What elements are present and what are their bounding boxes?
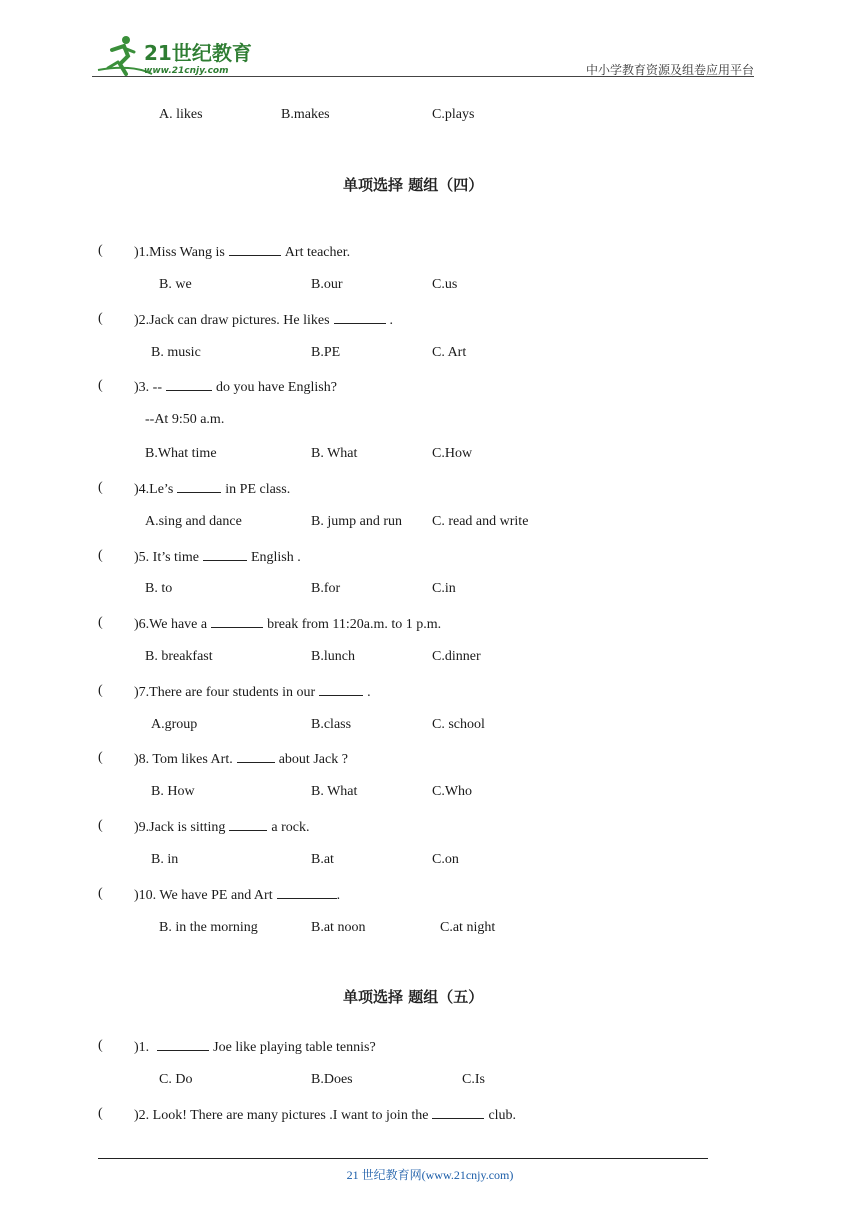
question-text: )9.Jack is sitting a rock.	[134, 820, 310, 835]
question-paren: (	[98, 548, 103, 563]
question-paren: (	[98, 750, 103, 765]
question-paren: (	[98, 615, 103, 630]
option-c: C.dinner	[432, 649, 481, 664]
answer-blank	[319, 683, 363, 696]
section-title: 单项选择 题组（五）	[343, 988, 484, 1006]
question-text: )10. We have PE and Art .	[134, 888, 341, 903]
question-paren: (	[98, 378, 103, 393]
header-platform-text: 中小学教育资源及组卷应用平台	[585, 63, 754, 77]
option-a: B. How	[151, 784, 195, 799]
question-extra-line: --At 9:50 a.m.	[145, 412, 225, 427]
question-text: )8. Tom likes Art. about Jack ?	[134, 752, 348, 767]
header-divider	[92, 76, 754, 77]
option-a: B. music	[151, 345, 201, 360]
question-text: )3. -- do you have English?	[134, 380, 337, 395]
answer-blank	[237, 750, 275, 763]
question-text: )4.Le’s in PE class.	[134, 482, 291, 497]
option-b: B. jump and run	[311, 514, 402, 529]
option-b: B.PE	[311, 345, 341, 360]
section-title: 单项选择 题组（四）	[343, 176, 484, 194]
option-c: C.plays	[432, 107, 475, 122]
option-c: C.Who	[432, 784, 473, 799]
question-text: )7.There are four students in our .	[134, 685, 371, 700]
option-b: B.at	[311, 852, 334, 867]
logo-url: www.21cnjy.com	[144, 66, 229, 76]
logo-text: 21世纪教育	[144, 41, 252, 65]
answer-blank	[203, 548, 247, 561]
option-b: B. What	[311, 784, 358, 799]
answer-blank	[229, 243, 281, 256]
option-b: B. What	[311, 446, 358, 461]
question-paren: (	[98, 683, 103, 698]
answer-blank	[211, 615, 263, 628]
question-paren: (	[98, 243, 103, 258]
answer-blank	[177, 480, 221, 493]
question-text: )1.Miss Wang is Art teacher.	[134, 245, 351, 260]
option-c: C.on	[432, 852, 459, 867]
option-c: C. Art	[432, 345, 467, 360]
option-a: B. breakfast	[145, 649, 213, 664]
question-paren: (	[98, 1106, 103, 1121]
option-a: A.sing and dance	[145, 514, 242, 529]
answer-blank	[277, 886, 337, 899]
option-c: C.us	[432, 277, 458, 292]
question-text: )1. Joe like playing table tennis?	[134, 1040, 376, 1055]
question-paren: (	[98, 818, 103, 833]
footer-divider	[98, 1158, 708, 1159]
option-b: B.lunch	[311, 649, 355, 664]
option-a: C. Do	[159, 1072, 193, 1087]
option-c: C.How	[432, 446, 473, 461]
option-a: B. to	[145, 581, 173, 596]
option-a: B. in	[151, 852, 179, 867]
question-text: )5. It’s time English .	[134, 550, 301, 565]
answer-blank	[157, 1038, 209, 1051]
option-c: C.Is	[462, 1072, 485, 1087]
option-b: B.our	[311, 277, 343, 292]
question-text: )6.We have a break from 11:20a.m. to 1 p.m.	[134, 617, 442, 632]
question-text: )2.Jack can draw pictures. He likes .	[134, 313, 394, 328]
option-a: B.What time	[145, 446, 217, 461]
question-paren: (	[98, 480, 103, 495]
option-a: B. in the morning	[159, 920, 258, 935]
option-b: B.makes	[281, 107, 330, 122]
question-paren: (	[98, 886, 103, 901]
option-c: C.in	[432, 581, 456, 596]
answer-blank	[166, 378, 212, 391]
option-b: B.at noon	[311, 920, 366, 935]
question-text: )2. Look! There are many pictures .I want to join the club.	[134, 1108, 517, 1123]
option-b: B.Does	[311, 1072, 353, 1087]
option-a: A. likes	[159, 107, 203, 122]
answer-blank	[229, 818, 267, 831]
site-logo	[92, 34, 262, 78]
option-b: B.for	[311, 581, 341, 596]
option-c: C.at night	[440, 920, 496, 935]
answer-blank	[334, 311, 386, 324]
answer-blank	[432, 1106, 484, 1119]
footer-text: 21 世纪教育网(www.21cnjy.com)	[346, 1168, 514, 1182]
option-c: C. school	[432, 717, 485, 732]
option-a: A.group	[151, 717, 198, 732]
option-b: B.class	[311, 717, 352, 732]
question-paren: (	[98, 311, 103, 326]
question-paren: (	[98, 1038, 103, 1053]
option-c: C. read and write	[432, 514, 529, 529]
option-a: B. we	[159, 277, 192, 292]
